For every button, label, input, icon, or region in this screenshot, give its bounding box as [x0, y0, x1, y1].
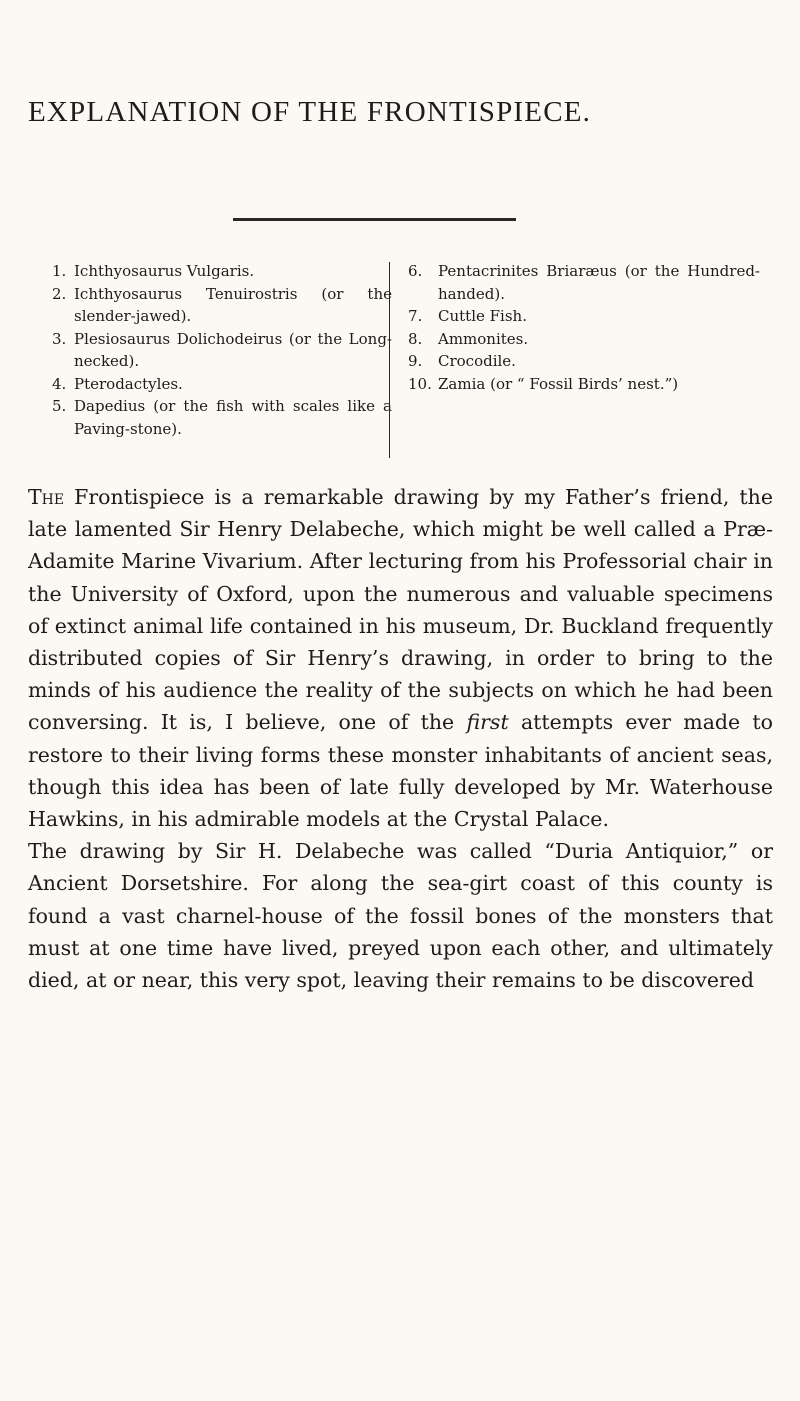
key-item [408, 328, 760, 351]
key-item [52, 328, 392, 373]
heading-rule [233, 218, 516, 221]
key-number: 6. [408, 262, 423, 280]
key-text: Plesiosaurus Dolichodeirus (or the Long-necked). [74, 329, 392, 370]
key-number: 3. [52, 329, 67, 348]
key-text: Crocodile. [438, 352, 516, 370]
key-item [408, 373, 760, 396]
key-text: Dapedius (or the fish with scales like a Paving-stone). [74, 397, 392, 438]
key-item [52, 373, 392, 396]
key-number: 10. [408, 374, 432, 393]
paragraph-lead-word: The [28, 485, 65, 509]
paragraph-2: The drawing by Sir H. Delabeche was called “Duria Antiquior,” or Ancient Dorsetshire. For along the sea-girt coast of this county is found a vast charnel-house of the fossil bones of the monsters that must at one time have lived, preyed upon each other, and ultimately died, at or near, this very spot, leaving their remains to be discovered [28, 839, 773, 993]
key-item [52, 283, 392, 328]
key-list-left [52, 260, 392, 440]
key-text: Pterodactyles. [74, 374, 183, 393]
key-number: 7. [408, 307, 423, 325]
key-number: 8. [408, 329, 423, 348]
paragraph-1-part-1: Frontispiece is a remarkable drawing by my Father’s friend, the late lamented Sir Henry Delabeche, which might be well called a Præ-Adamite Marine Vivarium. After lecturing from his Professorial chair in the University of Oxford, upon the numerous and valuable specimens of extinct animal life contained in his museum, Dr. Buckland frequently distributed copies of Sir Henry’s drawing, in order to bring to the minds of his audience the reality of the subjects on which he had been conversing. It is, I believe, one of the [28, 485, 773, 735]
key-text: Ichthyosaurus Tenuirostris (or the slender-jawed). [74, 284, 392, 325]
key-text: Ammonites. [438, 329, 529, 348]
key-number: 5. [52, 397, 67, 415]
key-item [408, 260, 760, 305]
key-text: Zamia (or “ Fossil Birds’ nest.”) [438, 374, 679, 393]
key-item [52, 260, 392, 283]
paragraph-1 [28, 481, 773, 835]
key-item [408, 305, 760, 328]
key-number: 9. [408, 352, 423, 370]
key-number: 4. [52, 374, 67, 393]
body-text [28, 481, 773, 996]
key-number: 1. [52, 262, 67, 280]
paragraph-1-part-2: attempts ever made to restore to their living forms these monster inhabitants of ancient seas, though this idea has been of late fully developed by Mr. Waterhouse Hawkins, in his admirable models at the Crystal Palace. [28, 710, 774, 832]
key-text: Cuttle Fish. [438, 307, 527, 325]
emphasized-word: first [466, 710, 509, 735]
key-text: Ichthyosaurus Vulgaris. [74, 262, 255, 280]
key-item [408, 350, 760, 373]
key-number: 2. [52, 284, 67, 303]
column-divider [389, 262, 390, 458]
key-text: Pentacrinites Briaræus (or the Hundred-handed). [438, 262, 760, 303]
key-list-right [408, 260, 760, 395]
key-item [52, 395, 392, 440]
page-heading: EXPLANATION OF THE FRONTISPIECE. [28, 96, 592, 128]
